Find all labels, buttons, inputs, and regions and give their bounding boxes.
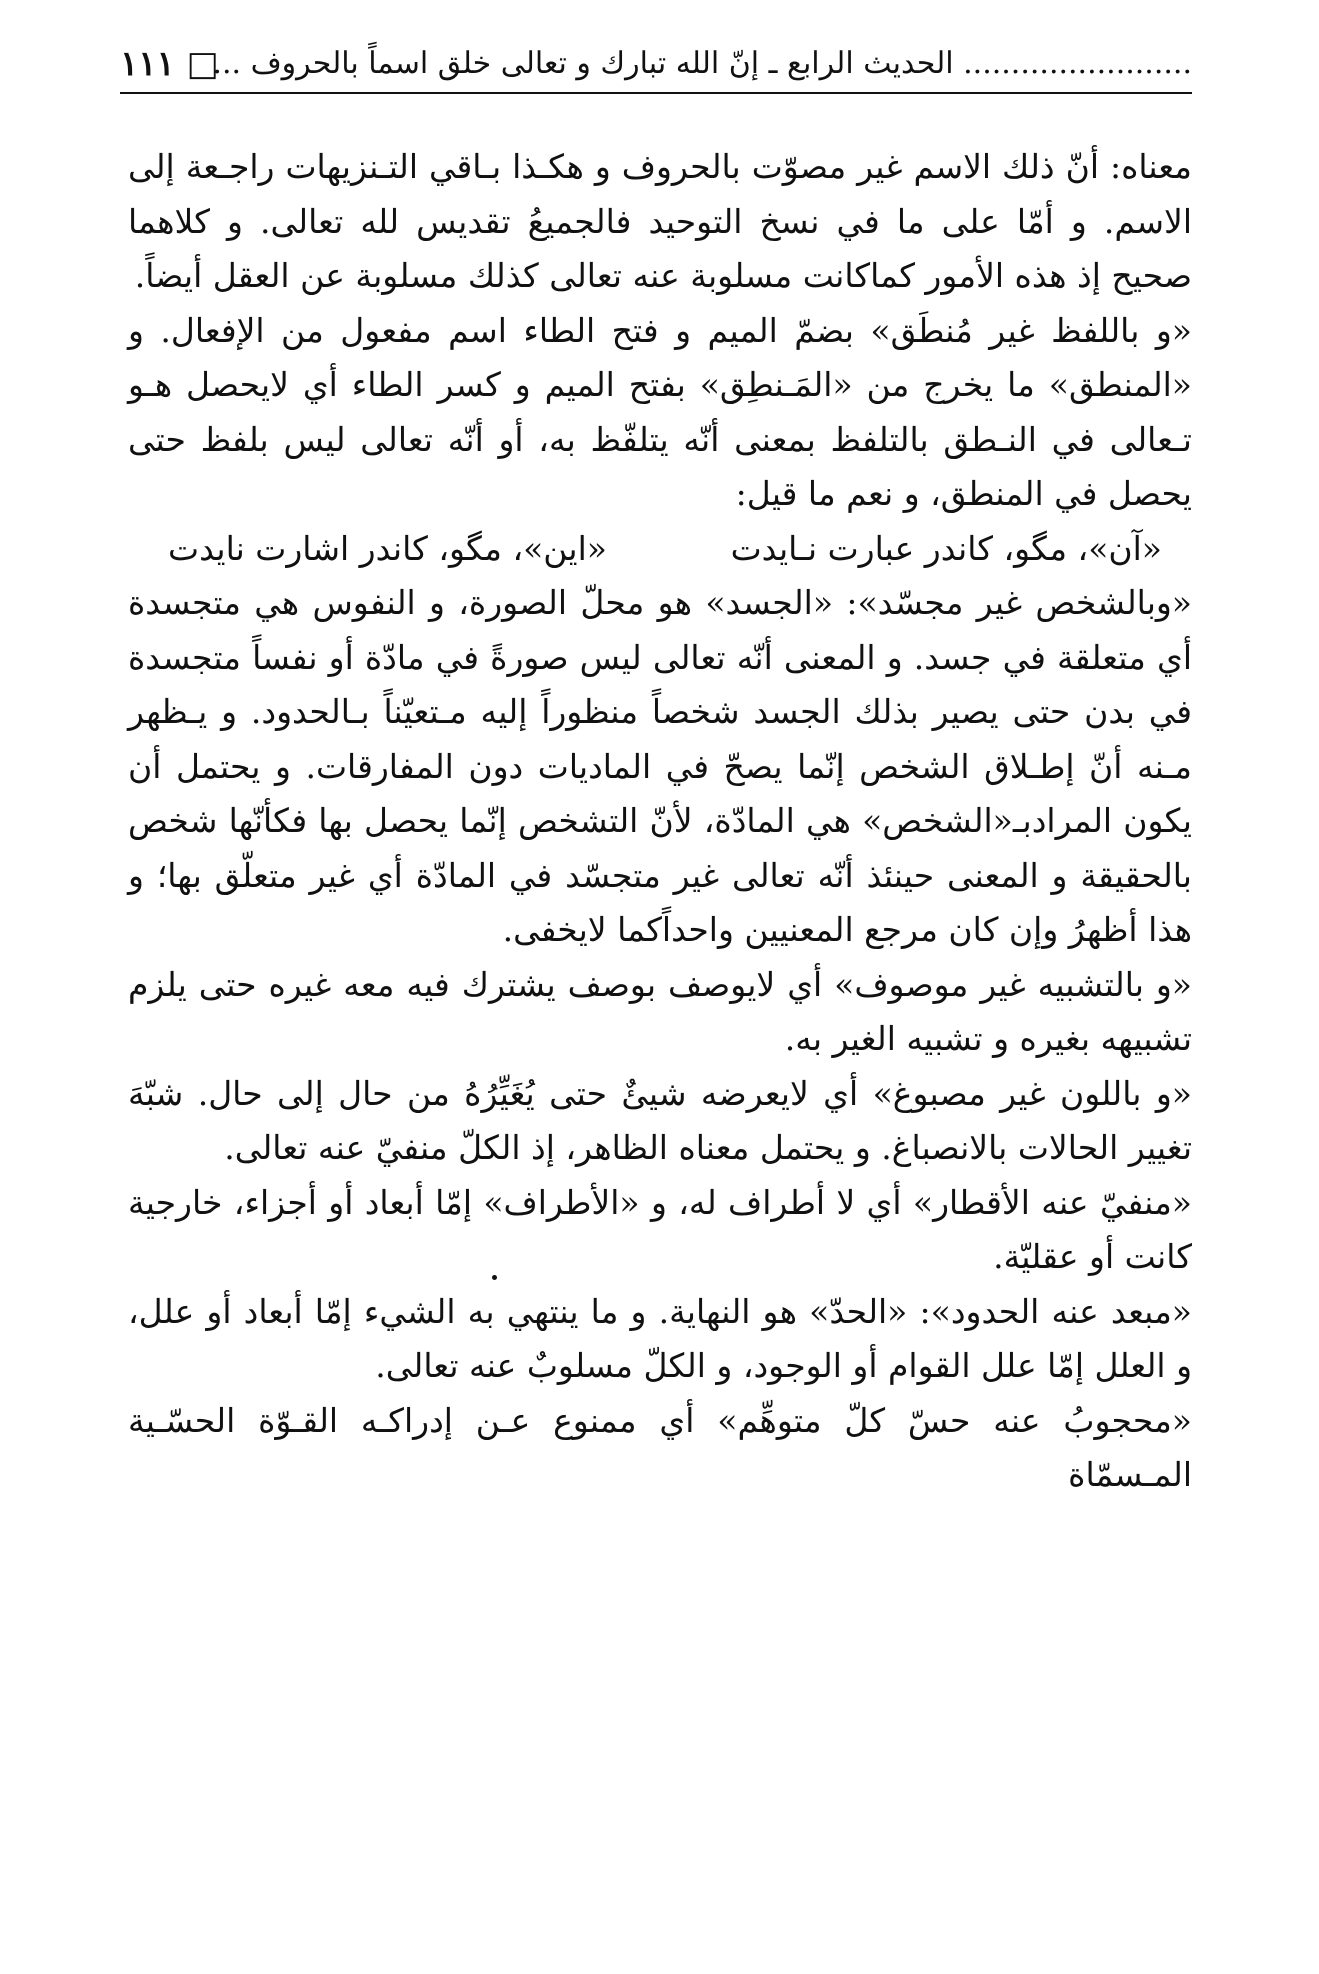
page-body <box>128 140 1192 1503</box>
header-rule <box>120 92 1192 94</box>
paragraph: «و بالتشبيه غير موصوف» أي لايوصف بوصف يشترك فيه معه غيره حتى يلزم تشبيهه بغيره و تشبيه الغير به. <box>128 964 1192 1058</box>
verse-hemistich: «اين»، مگو، كاندر اشارت نايدت <box>168 528 607 568</box>
page-number: □ ١١١ <box>120 44 219 84</box>
paragraph: «وبالشخص غير مجسّد»: «الجسد» هو محلّ الصورة، و النفوس هي متجسدة أي متعلقة في جسد. و المعنى أنّه تعالى ليس صورةً في مادّة أو نفساً متجسدة في بدن حتى يصير بذلك الجسد شخصاً منظوراً إليه مـتعيّناً بـالحدود. و يـظهر مـنه أنّ إطـلاق الشخص إنّما يصحّ في الماديات دون المفارقات. و يحتمل أن يكون المرادبـ«الشخص» هي المادّة، لأنّ التشخص إنّما يحصل بها فكأنّها شخص بالحقيقة و المعنى حينئذ أنّه تعالى غير متجسّد في المادّة أي غير متعلّق بها؛ و هذا أظهرُ وإن كان مرجع المعنيين واحداًكما لايخفى. <box>128 583 1192 949</box>
paragraph: «مبعد عنه الحدود»: «الحدّ» هو النهاية. و ما ينتهي به الشيء إمّا أبعاد أو علل، و العلل إمّا علل القوام أو الوجود، و الكلّ مسلوبٌ عنه تعالى. <box>128 1291 1192 1385</box>
paragraph: «محجوبُ عنه حسّ كلّ متوهِّم» أي ممنوع عـن إدراكـه القـوّة الحسّـية المـسمّاة <box>128 1400 1192 1494</box>
persian-verse <box>128 522 1192 577</box>
running-title: ........................ الحديث الرابع ـ إنّ الله تبارك و تعالى خلق اسماً بالحروف ... <box>212 46 1192 81</box>
print-speck <box>492 1275 497 1280</box>
paragraph: معناه: أنّ ذلك الاسم غير مصوّت بالحروف و هكـذا بـاقي التـنزيهات راجـعة إلى الاسم. و أمّا على ما في نسخ التوحيد فالجميعُ تقديس لله تعالى. و كلاهما صحيح إذ هذه الأمور كماكانت مسلوبة عنه تعالى كذلك مسلوبة عن العقل أيضاً. <box>128 147 1192 295</box>
running-header <box>120 38 1192 90</box>
paragraph: «و باللون غير مصبوغ» أي لايعرضه شيئٌ حتى يُغَيِّرُهُ من حال إلى حال. شبّهَ تغيير الحالات بالانصباغ. و يحتمل معناه الظاهر، إذ الكلّ منفيّ عنه تعالى. <box>128 1073 1192 1167</box>
paragraph: «منفيّ عنه الأقطار» أي لا أطراف له، و «الأطراف» إمّا أبعاد أو أجزاء، خارجية كانت أو عقليّة. <box>128 1182 1192 1276</box>
paragraph: «و باللفظ غير مُنطَق» بضمّ الميم و فتح الطاء اسم مفعول من الإفعال. و «المنطق» ما يخرج من «المَـنطِق» بفتح الميم و كسر الطاء أي لايحصل هـو تـعالى في النـطق بالتلفظ بمعنى أنّه يتلفّظ به، أو أنّه تعالى ليس بلفظ حتى يحصل في المنطق، و نعم ما قيل: <box>128 310 1192 513</box>
verse-hemistich: «آن»، مگو، كاندر عبارت نـايدت <box>730 528 1162 568</box>
